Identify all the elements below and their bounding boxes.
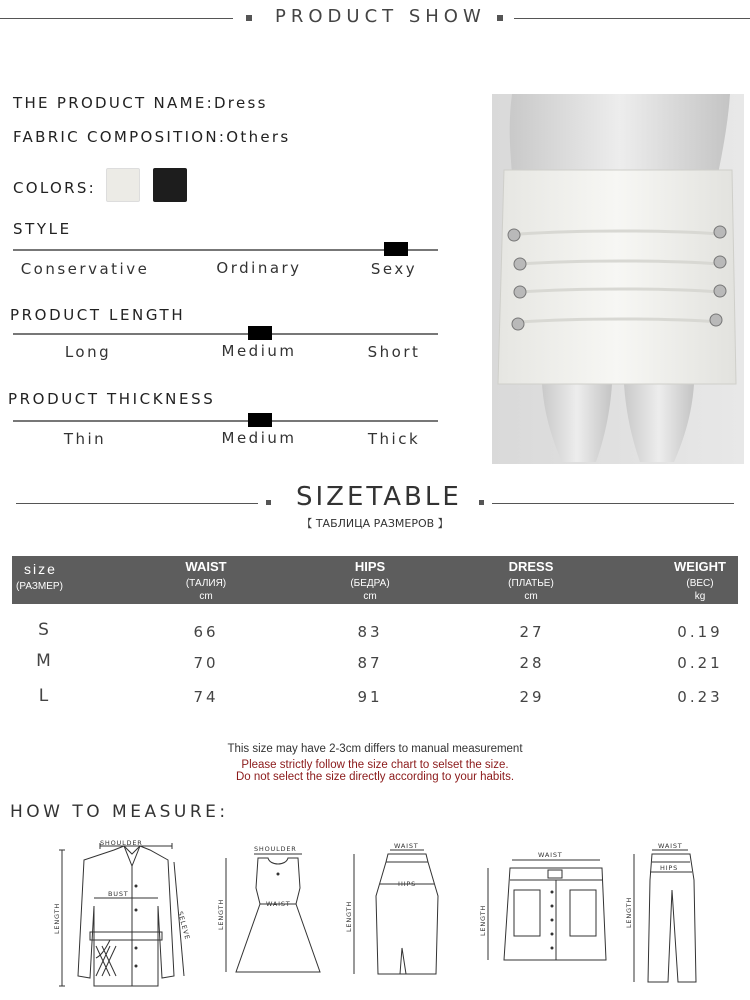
color-swatch-white[interactable] <box>106 168 140 202</box>
weight-cell-m: 0.21 <box>677 654 723 672</box>
style-option-1: Conservative <box>20 260 150 278</box>
color-swatch-black[interactable] <box>153 168 187 202</box>
hips-cell-l: 91 <box>357 688 383 706</box>
waist-cell-l: 74 <box>193 688 219 706</box>
thickness-scale-line <box>13 420 438 422</box>
sizetable-line-right <box>492 503 734 504</box>
colors-label: COLORS: <box>13 179 97 197</box>
how-to-measure-title: HOW TO MEASURE: <box>10 802 229 822</box>
fabric-composition: FABRIC COMPOSITION:Others <box>13 128 291 146</box>
label-shoulder-dress: SHOULDER <box>254 845 297 853</box>
product-photo <box>492 94 744 464</box>
col-hips-sub: (БЕДРА) <box>350 578 390 589</box>
dress-measure-illustration <box>214 840 324 990</box>
hips-cell-s: 83 <box>357 623 383 641</box>
label-length-mini: LENGTH <box>479 904 487 936</box>
size-cell-l: L <box>38 686 52 706</box>
style-title: STYLE <box>13 220 72 238</box>
thickness-title: PRODUCT THICKNESS <box>8 390 216 408</box>
col-header-dress <box>494 556 568 603</box>
header-dot-left <box>246 15 252 21</box>
miniskirt-measure-illustration <box>474 840 624 980</box>
col-waist-sub: (ТАЛИЯ) <box>185 578 227 589</box>
label-sleeve-jacket: SELEVE <box>176 910 192 941</box>
col-dress-unit: cm <box>524 591 538 602</box>
length-scale-line <box>13 333 438 335</box>
col-weight-label: WEIGHT <box>674 559 726 574</box>
label-hips-skirt: HIPS <box>398 880 417 888</box>
product-name: THE PRODUCT NAME:Dress <box>13 94 268 112</box>
col-weight-unit: kg <box>694 591 706 602</box>
sizetable-subtitle: 【 ТАБЛИЦА РАЗМЕРОВ 】 <box>301 517 449 530</box>
col-size-label: size <box>24 561 57 577</box>
label-hips-pants: HIPS <box>660 864 679 872</box>
size-cell-s: S <box>38 620 52 640</box>
label-length-pants: LENGTH <box>625 896 633 928</box>
header-line-left <box>0 18 233 19</box>
hips-cell-m: 87 <box>357 654 383 672</box>
sizetable-line-left <box>16 503 258 504</box>
note-warning-2: Do not select the size directly according to your habits. <box>235 771 515 783</box>
sizetable-title: SIZETABLE <box>296 482 462 512</box>
col-header-size <box>16 556 86 593</box>
length-option-3: Short <box>367 343 421 361</box>
thickness-scale-marker <box>248 413 272 427</box>
style-scale-line <box>13 249 438 251</box>
col-waist-label: WAIST <box>185 559 227 574</box>
dress-cell-l: 29 <box>519 688 545 706</box>
note-measurement: This size may have 2-3cm differs to manual measurement <box>227 743 523 755</box>
style-option-2: Ordinary <box>216 259 302 277</box>
length-option-2: Medium <box>221 342 297 360</box>
weight-cell-l: 0.23 <box>677 688 723 706</box>
waist-cell-s: 66 <box>193 623 219 641</box>
header-dot-right <box>497 15 503 21</box>
col-header-waist <box>170 556 242 603</box>
col-dress-label: DRESS <box>508 559 554 574</box>
length-title: PRODUCT LENGTH <box>10 306 186 324</box>
weight-cell-s: 0.19 <box>677 623 723 641</box>
thickness-option-1: Thin <box>63 430 107 448</box>
thickness-option-2: Medium <box>221 429 297 447</box>
label-length-dress: LENGTH <box>217 898 225 930</box>
style-scale-marker <box>384 242 408 256</box>
length-scale-marker <box>248 326 272 340</box>
jacket-measure-illustration <box>50 836 200 996</box>
page-title: PRODUCT SHOW <box>275 6 486 27</box>
col-waist-unit: cm <box>199 591 213 602</box>
label-waist-skirt: WAIST <box>394 842 419 850</box>
sizetable-dot-left <box>266 500 271 505</box>
col-hips-unit: cm <box>363 591 377 602</box>
label-waist-mini: WAIST <box>538 851 563 859</box>
header-line-right <box>514 18 750 19</box>
col-header-weight <box>664 556 736 603</box>
col-hips-label: HIPS <box>354 559 386 574</box>
size-cell-m: M <box>36 651 54 671</box>
length-option-1: Long <box>64 343 112 361</box>
label-waist-dress: WAIST <box>266 900 291 908</box>
label-length-jacket: LENGTH <box>53 902 61 934</box>
pants-measure-illustration <box>622 840 742 990</box>
label-length-skirt: LENGTH <box>345 900 353 932</box>
label-waist-pants: WAIST <box>658 842 683 850</box>
waist-cell-m: 70 <box>193 654 219 672</box>
col-weight-sub: (ВЕС) <box>686 578 714 589</box>
style-option-3: Sexy <box>370 260 418 278</box>
col-size-sub: (РАЗМЕР) <box>16 581 63 592</box>
dress-cell-s: 27 <box>519 623 545 641</box>
note-warning-1: Please strictly follow the size chart to selset the size. <box>241 759 509 771</box>
label-bust-jacket: BUST <box>108 890 129 898</box>
thickness-option-3: Thick <box>367 430 421 448</box>
skirt-measure-illustration <box>340 840 450 990</box>
col-header-hips <box>334 556 406 603</box>
dress-cell-m: 28 <box>519 654 545 672</box>
sizetable-dot-right <box>479 500 484 505</box>
label-shoulder-jacket: SHOULDER <box>100 839 143 847</box>
col-dress-sub: (ПЛАТЬЕ) <box>508 578 554 589</box>
